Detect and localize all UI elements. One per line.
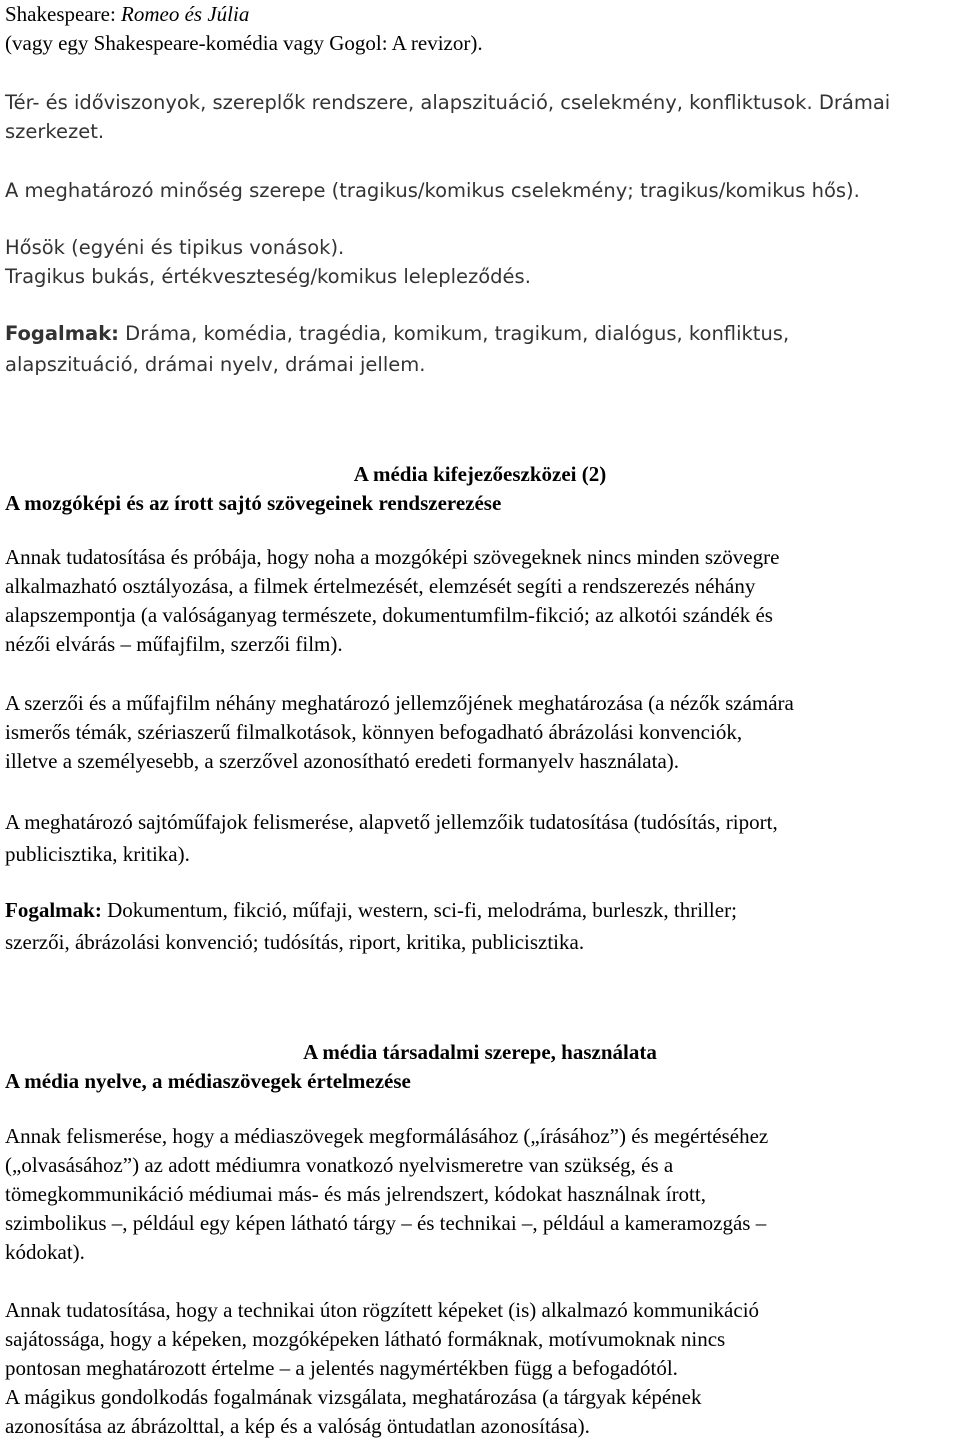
paragraph-line: Tragikus bukás, értékveszteség/komikus lelepleződés. [5,265,531,288]
paragraph-line: kódokat). [5,1240,85,1264]
section-heading-block [5,460,955,518]
concepts-label: Fogalmak: [5,322,119,345]
paragraph-line: A szerzői és a műfajfilm néhány meghatározó jellemzőjének meghatározása (a nézők számára [5,691,794,715]
paragraph-line: azonosítása az ábrázolttal, a kép és a valóság öntudatlan azonosítása). [5,1414,590,1438]
paragraph-structure [5,88,955,146]
concepts-line: Fogalmak: Dráma, komédia, tragédia, komikum, tragikum, dialógus, konfliktus, [5,322,790,345]
paragraph-image-communication [5,1296,955,1441]
section-heading: A média kifejezőeszközei (2) [353,462,607,486]
paragraph-line: pontosan meghatározott értelme – a jelentés nagymértékben függ a befogadótól. [5,1356,678,1380]
paragraph-line: szimbolikus –, például egy képen látható tárgy – és technikai –, például a kameramozgás – [5,1211,767,1235]
concepts-block-1 [5,318,955,380]
concepts-label: Fogalmak: [5,898,102,922]
paragraph-line: publicisztika, kritika). [5,842,190,866]
paragraph-line: illetve a személyesebb, a szerzővel azonosítható eredeti formanyelv használata). [5,749,680,773]
paragraph-line: Annak tudatosítása, hogy a technikai úton rögzített képeket (is) alkalmazó kommunikáció [5,1298,760,1322]
work-title-italic: Romeo és Júlia [121,2,250,26]
concepts-line: szerzői, ábrázolási konvenció; tudósítás, riport, kritika, publicisztika. [5,930,585,954]
paragraph-line: Tér- és időviszonyok, szereplők rendszere, alapszituáció, cselekmény, konfliktusok. Drámai [5,91,891,114]
work-title-alternative: (vagy egy Shakespeare-komédia vagy Gogol: A revizor). [5,31,483,55]
paragraph-line: alkalmazható osztályozása, a filmek értelmezését, elemzését segíti a rendszerezés néhány [5,574,756,598]
paragraph-film-classification [5,543,955,659]
work-title-block [5,0,955,58]
paragraph-line: alapszempontja (a valóságanyag természete, dokumentumfilm-fikció; az alkotói szándék és [5,603,773,627]
paragraph-line: szerkezet. [5,120,105,143]
paragraph-line: („olvasásához”) az adott médiumra vonatkozó nyelvismeretre van szükség, és a [5,1153,674,1177]
paragraph-line: ismerős témák, szériaszerű filmalkotások, könnyen befogadható ábrázolási konvenciók, [5,720,743,744]
section-subheading: A mozgóképi és az írott sajtó szövegeinek rendszerezése [5,491,502,515]
paragraph-line: A mágikus gondolkodás fogalmának vizsgálata, meghatározása (a tárgyak képének [5,1385,702,1409]
work-title: Shakespeare: Romeo és Júlia [5,2,250,26]
paragraph-line: A meghatározó minőség szerepe (tragikus/komikus cselekmény; tragikus/komikus hős). [5,179,860,202]
paragraph-press-genres [5,806,955,870]
paragraph-line: Annak tudatosítása és próbája, hogy noha a mozgóképi szövegeknek nincs minden szövegre [5,545,780,569]
paragraph-line: Hősök (egyéni és tipikus vonások). [5,236,345,259]
paragraph-line: tömegkommunikáció médiumai más- és más jelrendszert, kódokat használnak írott, [5,1182,706,1206]
concepts-line: alapszituáció, drámai nyelv, drámai jellem. [5,353,426,376]
paragraph-media-language [5,1122,955,1267]
paragraph-heroes [5,233,955,291]
paragraph-quality [5,176,955,205]
paragraph-auteur-genre [5,689,955,776]
section-heading-block [5,1038,955,1096]
section-heading: A média társadalmi szerepe, használata [303,1040,657,1064]
paragraph-line: nézői elvárás – műfajfilm, szerzői film). [5,632,343,656]
section-subheading: A média nyelve, a médiaszövegek értelmezése [5,1069,411,1093]
paragraph-line: sajátossága, hogy a képeken, mozgóképeken látható formáknak, motívumoknak nincs [5,1327,726,1351]
concepts-line: Fogalmak: Dokumentum, fikció, műfaji, western, sci-fi, melodráma, burleszk, thriller; [5,898,737,922]
paragraph-line: A meghatározó sajtóműfajok felismerése, alapvető jellemzőik tudatosítása (tudósítás, riport, [5,810,778,834]
paragraph-line: Annak felismerése, hogy a médiaszövegek megformálásához („írásához”) és megértéséhez [5,1124,769,1148]
concepts-block-2 [5,894,955,958]
